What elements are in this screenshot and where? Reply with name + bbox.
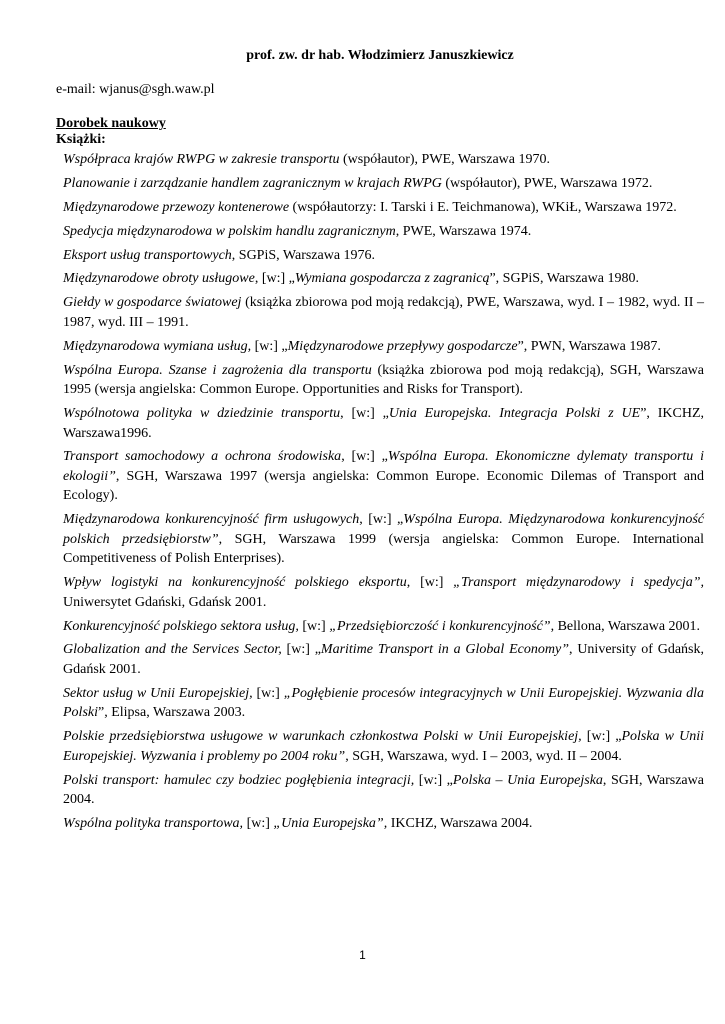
publication-text-fragment: (współautor), PWE, Warszawa 1970. [339,152,551,167]
publication-entry [63,293,704,332]
publication-entry [63,246,704,266]
page-number: 1 [359,948,366,962]
publication-list [63,150,704,834]
publication-text-fragment: [w:] „ [251,338,288,354]
publication-title-fragment: Wspólna Europa. Ekonomiczne dylematy transportu i ekologii” [63,449,704,484]
publication-title-fragment: Wspólna Europa. Międzynarodowa konkurencyjność polskich przedsiębiorstw” [63,512,704,547]
publication-title-fragment: Wpływ logistyki na konkurencyjność polskiego eksportu [63,575,407,591]
publication-title-fragment: Międzynarodowe przepływy gospodarcze [287,338,518,354]
publication-title-fragment: Wymiana gospodarcza z zagranicą [294,271,490,287]
publication-entry [63,150,704,170]
publication-text-fragment: [w:] „ [281,642,321,658]
publication-title-fragment: Polska w Unii Europejskiej. Wyzwania i problemy po 2004 roku” [63,729,704,764]
publication-entry [63,269,704,289]
publication-entry [63,337,704,357]
publication-title-fragment: „Przedsiębiorczość i konkurencyjność” [329,618,551,634]
publication-title-fragment: Międzynarodowe przewozy kontenerowe [63,199,290,215]
publication-text-fragment: (współautorzy: I. Tarski i E. Teichmanowa), WKiŁ, Warszawa 1972. [289,199,677,215]
publication-title-fragment: Międzynarodowa konkurencyjność firm usługowych [63,512,360,528]
publication-text-fragment: ”, IKCHZ, Warszawa1996. [63,406,705,441]
publication-title-fragment: Wspólna polityka transportowa, [63,816,244,832]
publication-entry [63,174,704,194]
publication-title-fragment: Giełdy w gospodarce światowej [63,295,242,311]
publication-title-fragment: Międzynarodowa wymiana usług, [63,338,252,354]
section-heading: Dorobek naukowy [56,116,166,131]
publication-text-fragment: (książka zbiorowa pod moją redakcją), PWE, Warszawa, wyd. I – 1982, wyd. II –1987, wyd. III – 1991. [63,295,705,330]
publication-text-fragment: , [w:] „ [340,406,389,422]
page-title: prof. zw. dr hab. Włodzimierz Januszkiewicz [246,48,514,63]
publication-text-fragment: [w:] [252,685,284,701]
publication-entry [63,814,704,834]
publication-title-fragment: Współpraca krajów RWPG w zakresie transportu [63,152,340,167]
publication-text-fragment: ”, Elipsa, Warszawa 2003. [98,705,246,721]
publication-text-fragment: (książka zbiorowa pod moją redakcją), SGH, Warszawa 1995 (wersja angielska: Common Europe. Opportunities and Risks for Transport). [63,362,704,398]
publication-text-fragment: (współautor), PWE, Warszawa 1972. [441,175,653,191]
publication-entry [63,447,704,506]
publication-entry [63,222,704,242]
publication-title-fragment: Spedycja międzynarodowa w polskim handlu zagranicznym [63,223,396,239]
publication-title-fragment: Planowanie i zarządzanie handlem zagranicznym w krajach RWPG [63,175,442,191]
publication-text-fragment: [w:] „ [581,729,622,745]
publication-title-fragment: Międzynarodowe obroty usługowe [63,271,255,287]
publication-entry [63,198,704,218]
publication-title-fragment: Konkurencyjność polskiego sektora usług, [63,618,299,634]
publication-text-fragment: [w:] [298,618,330,634]
publication-entry [63,617,704,637]
publication-text-fragment: , SGPiS, Warszawa 1976. [231,247,376,263]
publication-text-fragment: , SGH, Warszawa 1999 (wersja angielska: Common Europe. International Competitiveness of Polish Enterprises). [63,531,704,567]
publication-text-fragment: [w:] [243,816,274,832]
publication-text-fragment: IKCHZ, Warszawa 2004. [387,816,533,832]
publication-text-fragment: , [w:] „ [341,449,388,465]
publication-title-fragment: Unia Europejska. Integracja Polski z UE [388,406,641,422]
publication-entry [63,727,704,766]
publication-text-fragment: , PWE, Warszawa 1974. [395,223,532,239]
publication-entry [63,404,704,443]
publication-title-fragment: Wspólna Europa. Szanse i zagrożenia dla transportu [63,362,372,378]
publication-text-fragment: ”, PWN, Warszawa 1987. [517,338,661,354]
publication-title-fragment: Sektor usług w Unii Europejskiej, [63,685,253,701]
publication-title-fragment: Polskie przedsiębiorstwa usługowe w warunkach członkostwa Polski w Unii Europejskiej, [63,729,582,745]
publication-title-fragment: Polska – Unia Europejska [452,772,603,788]
publication-entry [63,573,704,612]
publication-text-fragment: , [w:] „ [359,512,404,528]
publication-entry [63,361,704,400]
publication-text-fragment: , [w:] „ [254,271,295,287]
publication-entry [63,510,704,569]
publication-text-fragment: , Bellona, Warszawa 2001. [550,618,701,634]
publication-title-fragment: „Pogłębienie procesów integracyjnych w Unii Europejskiej. Wyzwania dla Polski [63,685,704,721]
publication-text-fragment: , SGH, Warszawa 1997 (wersja angielska: Common Europe. Economic Dilemas of Transport and Ecology). [63,468,704,504]
document-page [56,48,704,838]
publication-text-fragment: , SGH, Warszawa 2004. [63,772,704,808]
publication-title-fragment: Wspólnotowa polityka w dziedzinie transportu [63,406,341,422]
publication-text-fragment: Uniwersytet Gdański, Gdańsk 2001. [63,594,267,610]
publication-title-fragment: Maritime Transport in a Global Economy” [320,642,569,658]
publication-text-fragment: , [w:] [406,575,454,591]
publication-entry [63,684,704,723]
publication-entry [63,640,704,679]
publication-title-fragment: „Transport międzynarodowy i spedycja”, [453,575,704,591]
publication-title-fragment: Globalization and the Services Sector, [63,642,282,658]
publication-text-fragment: ”, SGPiS, Warszawa 1980. [489,271,639,287]
subsection-heading: Książki: [56,132,106,147]
publication-text-fragment: , SGH, Warszawa, wyd. I – 2003, wyd. II – 2004. [345,748,622,764]
publication-title-fragment: „Unia Europejska”, [273,816,388,832]
publication-title-fragment: Polski transport: hamulec czy bodziec pogłębienia integracji, [63,772,415,788]
publication-entry [63,771,704,810]
publication-text-fragment: , University of Gdańsk, Gdańsk 2001. [63,642,704,677]
publication-title-fragment: Eksport usług transportowych [63,247,232,263]
publication-title-fragment: Transport samochodowy a ochrona środowiska [63,449,342,465]
email-line: e-mail: wjanus@sgh.waw.pl [56,82,215,97]
publication-text-fragment: [w:] „ [414,772,453,788]
